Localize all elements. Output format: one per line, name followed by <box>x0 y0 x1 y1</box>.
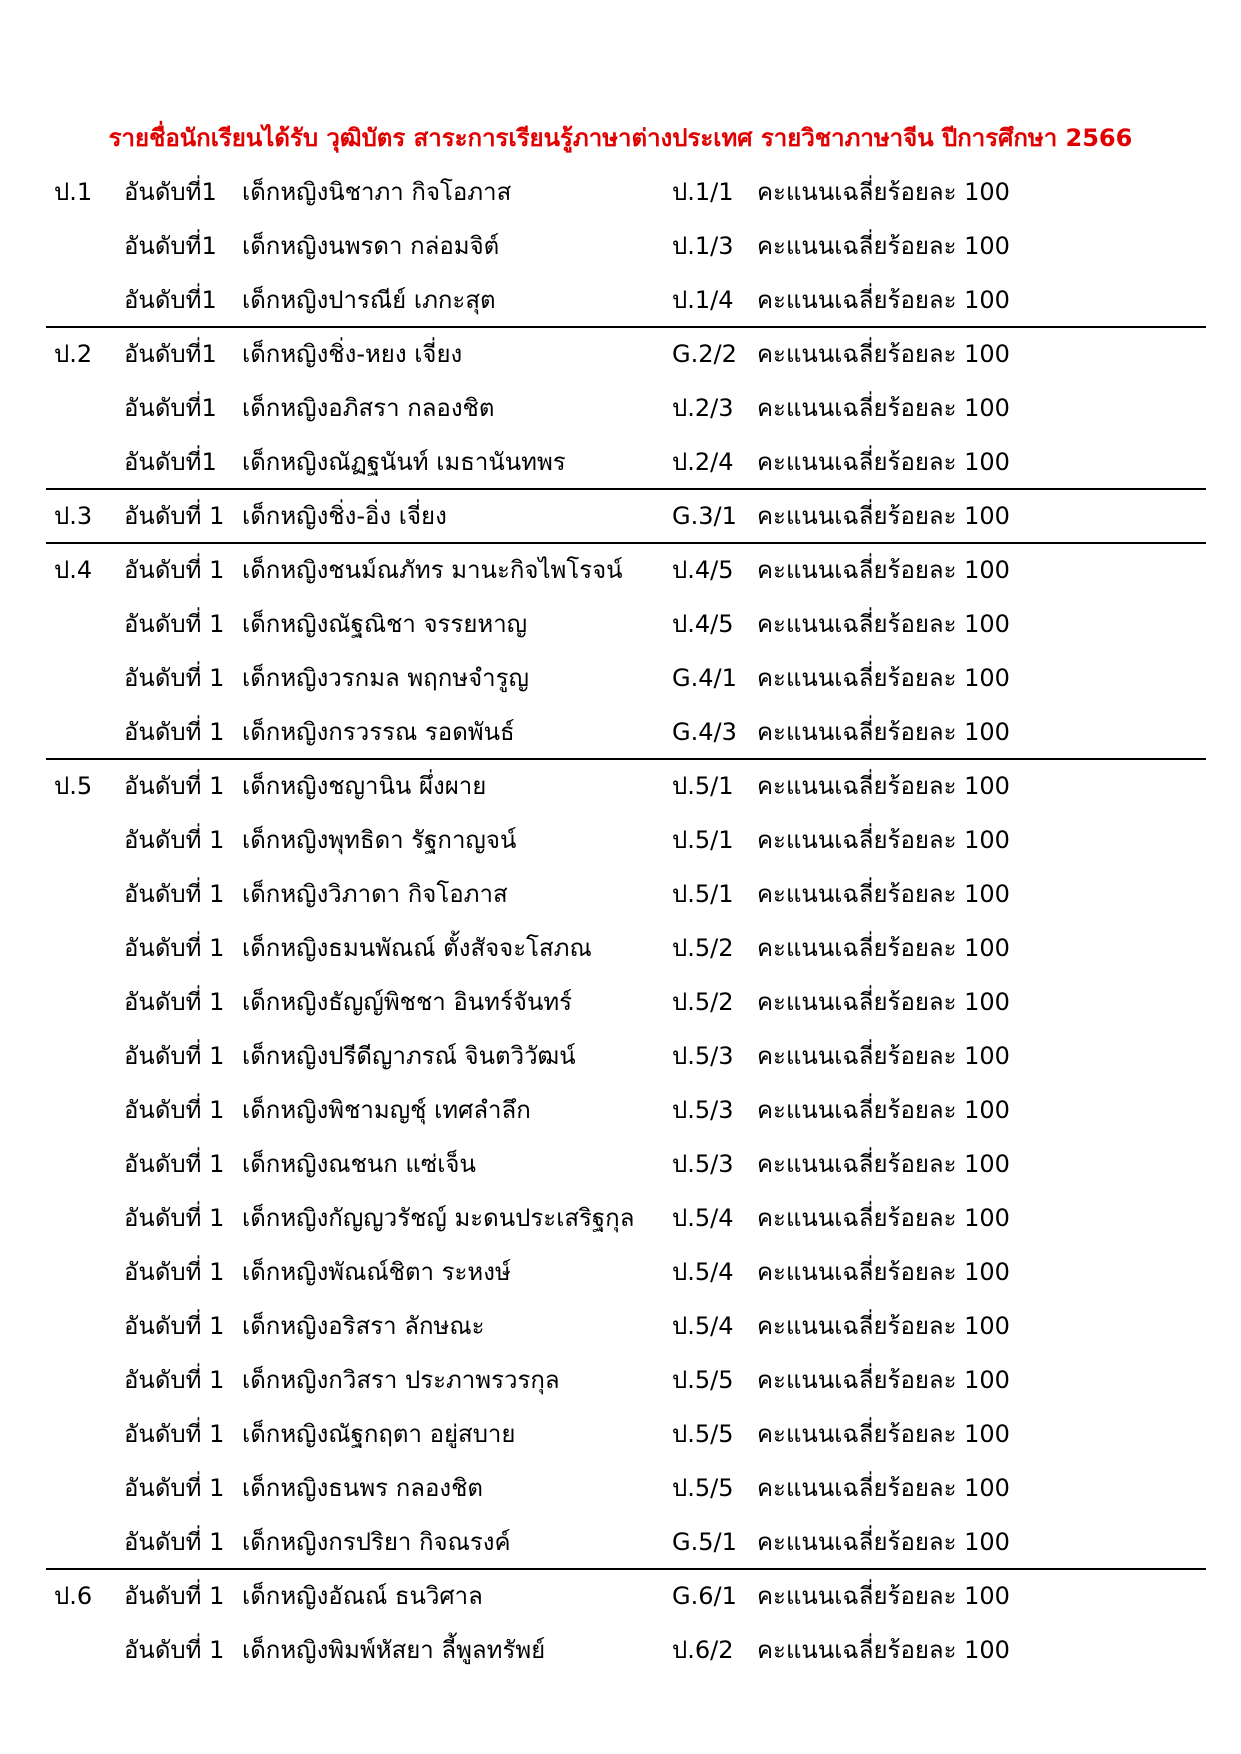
student-name: เด็กหญิงวรกมล พฤกษจำรูญ <box>242 664 529 692</box>
student-name: เด็กหญิงกรวรรณ รอดพันธ์ <box>242 718 515 746</box>
rank-label: อันดับที่ 1 <box>124 1096 225 1124</box>
score-label: คะแนนเฉลี่ยร้อยละ 100 <box>757 610 1010 638</box>
score-label: คะแนนเฉลี่ยร้อยละ 100 <box>757 1096 1010 1124</box>
class-label: G.4/1 <box>672 664 737 692</box>
class-label: ป.5/3 <box>672 1042 734 1070</box>
score-label: คะแนนเฉลี่ยร้อยละ 100 <box>757 1636 1010 1664</box>
score-label: คะแนนเฉลี่ยร้อยละ 100 <box>757 826 1010 854</box>
class-label: ป.2/4 <box>672 448 734 476</box>
rank-label: อันดับที่ 1 <box>124 1042 225 1070</box>
student-row <box>0 165 1241 219</box>
score-label: คะแนนเฉลี่ยร้อยละ 100 <box>757 664 1010 692</box>
score-label: คะแนนเฉลี่ยร้อยละ 100 <box>757 340 1010 368</box>
student-row <box>0 759 1241 813</box>
student-row <box>0 1407 1241 1461</box>
student-row <box>0 489 1241 543</box>
rank-label: อันดับที่ 1 <box>124 880 225 908</box>
score-label: คะแนนเฉลี่ยร้อยละ 100 <box>757 934 1010 962</box>
class-label: ป.5/2 <box>672 934 734 962</box>
score-label: คะแนนเฉลี่ยร้อยละ 100 <box>757 1474 1010 1502</box>
student-name: เด็กหญิงณัฏฐนันท์ เมธานันทพร <box>242 448 566 476</box>
class-label: ป.5/4 <box>672 1312 734 1340</box>
class-label: ป.4/5 <box>672 610 734 638</box>
class-label: ป.5/5 <box>672 1474 734 1502</box>
student-row <box>0 1353 1241 1407</box>
rank-label: อันดับที่ 1 <box>124 826 225 854</box>
class-label: ป.5/1 <box>672 772 734 800</box>
score-label: คะแนนเฉลี่ยร้อยละ 100 <box>757 502 1010 530</box>
rank-label: อันดับที่ 1 <box>124 1204 225 1232</box>
grade-label: ป.3 <box>54 502 93 530</box>
rank-label: อันดับที่ 1 <box>124 1366 225 1394</box>
student-row <box>0 975 1241 1029</box>
class-label: G.6/1 <box>672 1582 737 1610</box>
student-name: เด็กหญิงพิชามญชุ์ เทศลำลึก <box>242 1096 531 1124</box>
student-name: เด็กหญิงณชนก แซ่เจ็น <box>242 1150 476 1178</box>
rank-label: อันดับที่1 <box>124 448 217 476</box>
rank-label: อันดับที่ 1 <box>124 1636 225 1664</box>
student-row <box>0 1083 1241 1137</box>
score-label: คะแนนเฉลี่ยร้อยละ 100 <box>757 1312 1010 1340</box>
class-label: G.3/1 <box>672 502 737 530</box>
student-row <box>0 597 1241 651</box>
student-name: เด็กหญิงพุทธิดา รัฐกาญจน์ <box>242 826 517 854</box>
score-label: คะแนนเฉลี่ยร้อยละ 100 <box>757 988 1010 1016</box>
class-label: ป.1/4 <box>672 286 734 314</box>
student-row <box>0 381 1241 435</box>
score-label: คะแนนเฉลี่ยร้อยละ 100 <box>757 1204 1010 1232</box>
class-label: ป.5/5 <box>672 1420 734 1448</box>
rank-label: อันดับที่ 1 <box>124 718 225 746</box>
student-row <box>0 1137 1241 1191</box>
class-label: ป.2/3 <box>672 394 734 422</box>
score-label: คะแนนเฉลี่ยร้อยละ 100 <box>757 1420 1010 1448</box>
student-name: เด็กหญิงณัฐกฤตา อยู่สบาย <box>242 1420 516 1448</box>
class-label: ป.6/2 <box>672 1636 734 1664</box>
student-name: เด็กหญิงชิ่ง-หยง เจี่ยง <box>242 340 463 368</box>
student-name: เด็กหญิงพัณณ์ชิตา ระหงษ์ <box>242 1258 511 1286</box>
rank-label: อันดับที่ 1 <box>124 988 225 1016</box>
class-label: ป.5/2 <box>672 988 734 1016</box>
class-label: ป.4/5 <box>672 556 734 584</box>
score-label: คะแนนเฉลี่ยร้อยละ 100 <box>757 772 1010 800</box>
student-name: เด็กหญิงอัณณ์ ธนวิศาล <box>242 1582 483 1610</box>
score-label: คะแนนเฉลี่ยร้อยละ 100 <box>757 448 1010 476</box>
student-name: เด็กหญิงอภิสรา กลองชิต <box>242 394 495 422</box>
rank-label: อันดับที่ 1 <box>124 502 225 530</box>
rank-label: อันดับที่1 <box>124 286 217 314</box>
score-label: คะแนนเฉลี่ยร้อยละ 100 <box>757 1258 1010 1286</box>
rank-label: อันดับที่1 <box>124 340 217 368</box>
score-label: คะแนนเฉลี่ยร้อยละ 100 <box>757 1528 1010 1556</box>
student-row <box>0 705 1241 759</box>
class-label: ป.5/4 <box>672 1258 734 1286</box>
rank-label: อันดับที่ 1 <box>124 556 225 584</box>
student-row <box>0 867 1241 921</box>
class-label: ป.5/4 <box>672 1204 734 1232</box>
score-label: คะแนนเฉลี่ยร้อยละ 100 <box>757 232 1010 260</box>
score-label: คะแนนเฉลี่ยร้อยละ 100 <box>757 394 1010 422</box>
score-label: คะแนนเฉลี่ยร้อยละ 100 <box>757 178 1010 206</box>
rank-label: อันดับที่1 <box>124 178 217 206</box>
grade-label: ป.5 <box>54 772 93 800</box>
class-label: ป.5/5 <box>672 1366 734 1394</box>
rank-label: อันดับที่ 1 <box>124 772 225 800</box>
class-label: ป.5/1 <box>672 826 734 854</box>
score-label: คะแนนเฉลี่ยร้อยละ 100 <box>757 1042 1010 1070</box>
student-row <box>0 651 1241 705</box>
student-row <box>0 1245 1241 1299</box>
student-row <box>0 1029 1241 1083</box>
student-row <box>0 1515 1241 1569</box>
grade-label: ป.2 <box>54 340 93 368</box>
grade-label: ป.6 <box>54 1582 93 1610</box>
student-name: เด็กหญิงกวิสรา ประภาพรวรกุล <box>242 1366 560 1394</box>
student-name: เด็กหญิงกัญญวรัชญ์ มะดนประเสริฐกุล <box>242 1204 635 1232</box>
score-label: คะแนนเฉลี่ยร้อยละ 100 <box>757 1582 1010 1610</box>
rank-label: อันดับที่ 1 <box>124 934 225 962</box>
score-label: คะแนนเฉลี่ยร้อยละ 100 <box>757 1150 1010 1178</box>
score-label: คะแนนเฉลี่ยร้อยละ 100 <box>757 1366 1010 1394</box>
class-label: ป.5/3 <box>672 1150 734 1178</box>
grade-label: ป.1 <box>54 178 93 206</box>
score-label: คะแนนเฉลี่ยร้อยละ 100 <box>757 286 1010 314</box>
student-name: เด็กหญิงปารณีย์ เภกะสุต <box>242 286 496 314</box>
class-label: ป.5/3 <box>672 1096 734 1124</box>
class-label: G.5/1 <box>672 1528 737 1556</box>
student-row <box>0 1191 1241 1245</box>
class-label: G.4/3 <box>672 718 737 746</box>
rank-label: อันดับที่ 1 <box>124 664 225 692</box>
student-row <box>0 1299 1241 1353</box>
rank-label: อันดับที่1 <box>124 394 217 422</box>
student-name: เด็กหญิงกรปริยา กิจณรงค์ <box>242 1528 511 1556</box>
student-row <box>0 921 1241 975</box>
student-name: เด็กหญิงอริสรา ลักษณะ <box>242 1312 485 1340</box>
student-name: เด็กหญิงชิ่ง-อิ่ง เจี่ยง <box>242 502 447 530</box>
score-label: คะแนนเฉลี่ยร้อยละ 100 <box>757 880 1010 908</box>
page-title: รายชื่อนักเรียนได้รับ วุฒิบัตร สาระการเรียนรู้ภาษาต่างประเทศ รายวิชาภาษาจีน ปีการศึกษา 2566 <box>108 124 1133 152</box>
rank-label: อันดับที่ 1 <box>124 1582 225 1610</box>
student-row <box>0 543 1241 597</box>
student-row <box>0 1461 1241 1515</box>
student-name: เด็กหญิงนิชาภา กิจโอภาส <box>242 178 512 206</box>
score-label: คะแนนเฉลี่ยร้อยละ 100 <box>757 556 1010 584</box>
student-row <box>0 1569 1241 1623</box>
rank-label: อันดับที่ 1 <box>124 610 225 638</box>
student-name: เด็กหญิงณัฐณิชา จรรยหาญ <box>242 610 528 638</box>
student-row <box>0 435 1241 489</box>
score-label: คะแนนเฉลี่ยร้อยละ 100 <box>757 718 1010 746</box>
student-name: เด็กหญิงชนม์ณภัทร มานะกิจไพโรจน์ <box>242 556 623 584</box>
student-name: เด็กหญิงวิภาดา กิจโอภาส <box>242 880 508 908</box>
rank-label: อันดับที่1 <box>124 232 217 260</box>
rank-label: อันดับที่ 1 <box>124 1528 225 1556</box>
student-row <box>0 813 1241 867</box>
class-label: ป.1/3 <box>672 232 734 260</box>
rank-label: อันดับที่ 1 <box>124 1420 225 1448</box>
student-row <box>0 1623 1241 1677</box>
student-name: เด็กหญิงปรีดีญาภรณ์ จินตวิวัฒน์ <box>242 1042 576 1070</box>
rank-label: อันดับที่ 1 <box>124 1312 225 1340</box>
student-name: เด็กหญิงนพรดา กล่อมจิต์ <box>242 232 500 260</box>
rank-label: อันดับที่ 1 <box>124 1150 225 1178</box>
student-row <box>0 327 1241 381</box>
grade-label: ป.4 <box>54 556 93 584</box>
student-name: เด็กหญิงพิมพ์หัสยา ลี้พูลทรัพย์ <box>242 1636 546 1664</box>
student-row <box>0 273 1241 327</box>
student-name: เด็กหญิงธัญญ์พิชชา อินทร์จันทร์ <box>242 988 573 1016</box>
class-label: ป.5/1 <box>672 880 734 908</box>
class-label: G.2/2 <box>672 340 737 368</box>
rank-label: อันดับที่ 1 <box>124 1474 225 1502</box>
rank-label: อันดับที่ 1 <box>124 1258 225 1286</box>
student-name: เด็กหญิงชญานิน ผึ่งผาย <box>242 772 487 800</box>
student-name: เด็กหญิงธนพร กลองชิต <box>242 1474 483 1502</box>
student-row <box>0 219 1241 273</box>
class-label: ป.1/1 <box>672 178 734 206</box>
student-name: เด็กหญิงธมนพัณณ์ ตั้งสัจจะโสภณ <box>242 934 592 962</box>
